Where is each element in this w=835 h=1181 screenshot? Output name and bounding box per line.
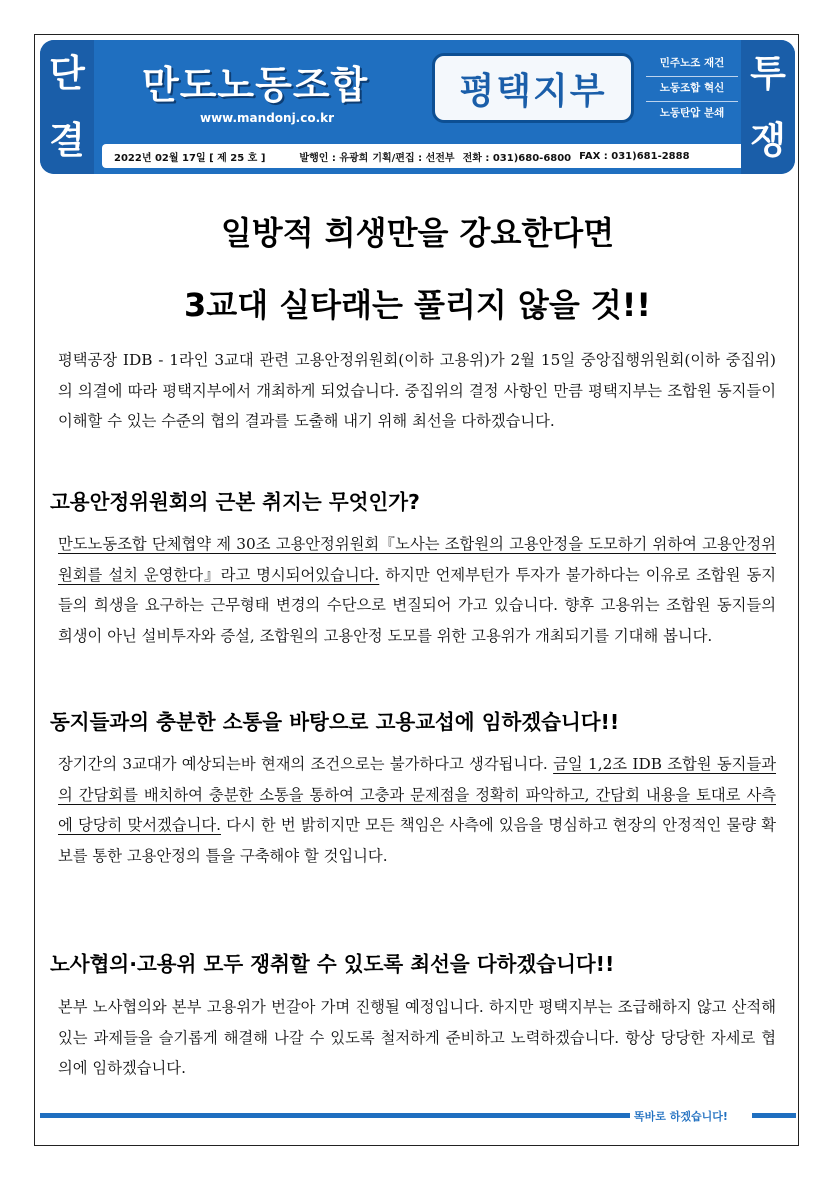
slogan-list [646,52,738,126]
slogan-item: 노동조합 혁신 [646,77,738,102]
section-paragraph-2 [58,749,776,871]
publisher: 발행인 : 유광희 [299,152,369,164]
intro-paragraph: 평택공장 IDB - 1라인 3교대 관련 고용안정위원회(이하 고용위)가 2월 15일 중앙집행위원회(이하 중집위)의 의결에 따라 평택지부에서 개최하게 되었습니다. 중집위의 결정 사항인 만큼 평택지부는 조합원 동지들이 이해할 수 있는 수준의 협의 결과를 도출해 내기 위해 최선을 다하겠습니다. [58,351,776,430]
underlined-text: 금일 1,2조 IDB 조합원 동지들과의 간담회를 배치하여 충분한 소통을 통하여 고충과 문제점을 정확히 파악하고, 간담회 내용을 토대로 사측에 당당히 맞서겠습니다. [58,755,777,834]
issue-info-bar [102,144,748,168]
side-char-2: 결 [49,119,85,162]
section-paragraph-3: 본부 노사협의와 본부 고용위가 번갈아 가며 진행될 예정입니다. 하지만 평택지부는 조급해하지 않고 산적해 있는 과제들을 슬기롭게 해결해 나갈 수 있도록 철저하게 준비하고 노력하겠습니다. 항상 당당한 자세로 협의에 임하겠습니다. [58,998,776,1077]
section-heading-1: 고용안정위원회의 근본 취지는 무엇인가? [50,490,420,514]
underlined-text: 만도노동조합 단체협약 제 30조 고용안정위원회『노사는 조합원의 고용안정을 도모하기 위하여 고용안정위원회를 설치 운영한다』라고 명시되어있습니다. [58,535,776,584]
side-banner-left [40,40,94,174]
paragraph-text: 장기간의 3교대가 예상되는바 현재의 조건으로는 불가하다고 생각됩니다. [58,755,554,773]
section-paragraph-1 [58,529,776,651]
section-heading-3: 노사협의·고용위 모두 쟁취할 수 있도록 최선을 다하겠습니다!! [50,952,615,976]
side-char-3: 투 [750,52,786,95]
slogan-item: 노동탄압 분쇄 [659,107,725,119]
slogan-item: 민주노조 재건 [646,52,738,77]
fax-number: FAX : 031)681-2888 [579,150,690,162]
union-name: 만도노동조합 [142,63,369,107]
side-char-4: 쟁 [750,119,786,162]
branch-badge [432,53,634,123]
issue-date: 2022년 02월 17일 [ 제 25 호 ] [114,152,266,164]
paragraph-text: 다시 한 번 밝히지만 모든 책임은 사측에 있음을 명심하고 현장의 안정적인 물량 확보를 통한 고용안정의 틀을 구축해야 할 것입니다. [58,816,776,865]
footer-rule [40,1113,630,1118]
section-heading-2: 동지들과의 충분한 소통을 바탕으로 고용교섭에 임하겠습니다!! [50,710,620,734]
footer-motto: 똑바로 하겠습니다! [634,1110,728,1123]
footer-rule-end [752,1113,796,1118]
side-char-1: 단 [49,52,85,95]
website-link[interactable]: www.mandonj.co.kr [200,111,335,125]
editor: 기획/편집 : 선전부 [372,152,455,164]
newsletter-header [40,40,795,174]
paragraph-text: 하지만 언제부턴가 투자가 불가하다는 이유로 조합원 동지들의 희생을 요구하는 근무형태 변경의 수단으로 변질되어 가고 있습니다. 향후 고용위는 조합원 동지들의 희생이 아닌 설비투자와 증설, 조합원의 고용안정 도모를 위한 고용위가 개최되기를 기대해 봅니다. [58,565,776,645]
headline-line-1: 일방적 희생만을 강요한다면 [220,214,615,252]
branch-name: 평택지부 [459,70,607,112]
side-banner-right [741,40,795,174]
headline-line-2: 3교대 실타래는 풀리지 않을 것!! [184,286,651,324]
phone-number: 전화 : 031)680-6800 [462,152,572,164]
